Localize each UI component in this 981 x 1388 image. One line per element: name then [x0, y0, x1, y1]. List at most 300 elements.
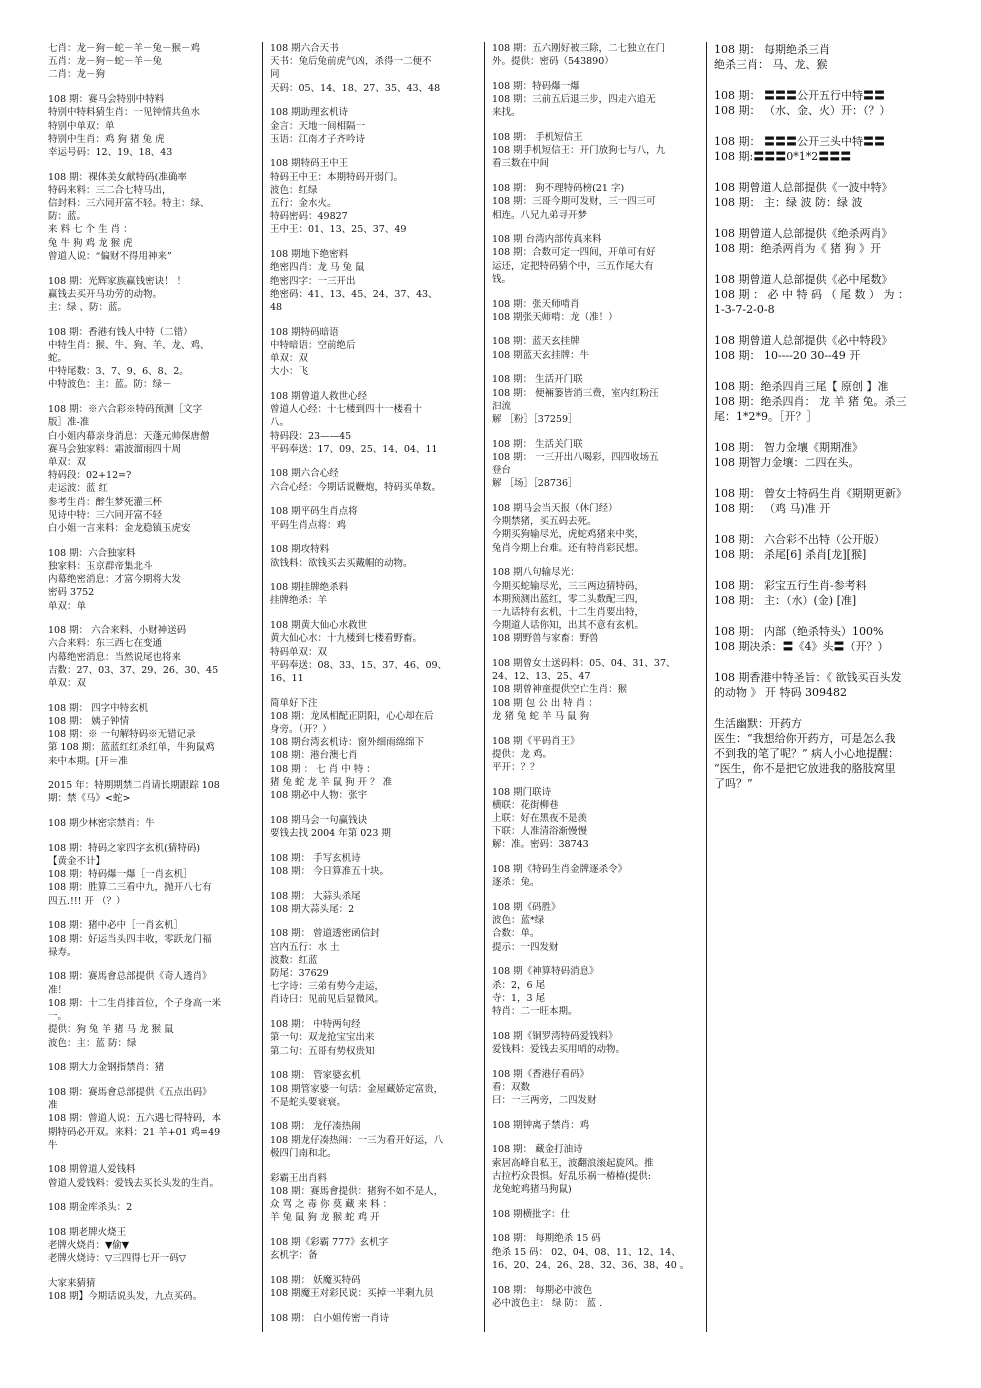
- text-block: [48, 403, 263, 535]
- text-line: 108 期： 姨子钟情: [48, 715, 130, 727]
- text-line: 运还，定把特码猜个中，三五作尾大有: [492, 260, 654, 272]
- text-line: 108 期：港台澳七肖: [270, 750, 358, 762]
- text-block: [492, 335, 707, 361]
- text-line: 吉数：27、03、37、29、26、30、45: [48, 664, 219, 676]
- text-line: 108 期： 手机短信王: [492, 132, 583, 144]
- text-line: 108 期： 大蒜头杀尾: [270, 890, 361, 902]
- text-block: [492, 1232, 707, 1272]
- text-line: 108 期：赛馬會总部提供《奇人透肖》: [48, 971, 212, 983]
- text-line: 不是蛇头要衰衰。: [270, 1096, 347, 1108]
- text-line: 108 期钟离子禁肖：鸡: [492, 1119, 590, 1131]
- text-line: 四五.!!! 开 （？）: [48, 895, 126, 907]
- text-block: [48, 779, 263, 805]
- text-block: [48, 1163, 263, 1189]
- text-line: 金言：天地一间相隔一: [270, 120, 366, 132]
- text-line: 期：禁《马》<蛇>: [48, 793, 131, 805]
- text-line: 48: [270, 301, 283, 313]
- text-block: [48, 275, 263, 315]
- text-line: 看：双数: [492, 1081, 531, 1093]
- text-line: 欲钱料：欲钱买去买戴帽的动物。: [270, 557, 413, 569]
- text-line: 特码段：23——45: [270, 430, 352, 442]
- text-block: [492, 131, 707, 171]
- text-line: 曰：一三两旁，二四发财: [492, 1095, 597, 1106]
- text-line: 期特码必开双。来料：21 羊+01 鸡=49: [48, 1126, 221, 1138]
- text-line: 挂牌绝杀：羊: [270, 595, 328, 607]
- text-line: 108 期： 主：绿 波 防：绿 波: [714, 196, 863, 209]
- text-line: 肖诗曰：见前见后显微风。: [270, 994, 385, 1006]
- text-block: [492, 233, 707, 286]
- text-line: 中特尾数：3、7、9、6、8、2。: [48, 366, 189, 378]
- text-block: [48, 1086, 263, 1152]
- text-block: [714, 716, 929, 791]
- text-line: 提供：狗 兔 羊 猪 马 龙 猴 鼠: [48, 1024, 174, 1036]
- text-line: “医生，你不是把它放进我的胳肢窝里: [714, 762, 896, 775]
- text-line: 本期预测出蓝红，零二头数配三四，: [492, 593, 645, 605]
- text-line: 108 期：香港有钱人中特（二错）: [48, 326, 193, 338]
- text-block: [714, 379, 929, 424]
- text-line: 主：绿 、防：蓝。: [48, 301, 128, 313]
- text-line: 今期道人话你知，出其不意有玄机。: [492, 620, 645, 632]
- text-line: 彩霸王出肖料: [270, 1172, 328, 1184]
- text-line: 108 期特码暗语: [270, 326, 339, 338]
- text-line: 108 期：三哥今期可发财，三一四三可: [492, 196, 656, 208]
- text-line: 相连。八兄九弟寻开梦: [492, 209, 588, 221]
- text-block: [270, 157, 485, 236]
- text-block: [270, 543, 485, 569]
- text-line: 特别中单双：单: [48, 120, 115, 132]
- text-line: 108 期：六合独家料: [48, 547, 136, 559]
- text-line: 杀：2，6 尾: [492, 979, 546, 991]
- text-line: 平码生肖点将：鸡: [270, 519, 347, 531]
- text-block: [492, 298, 707, 324]
- text-line: 登台: [492, 465, 512, 477]
- text-line: 单双：单: [48, 600, 87, 612]
- text-line: 108 期：猪中必中［一肖玄机］: [48, 920, 184, 932]
- text-line: 独家料：玉京群帝集北斗: [48, 560, 153, 572]
- text-block: [48, 702, 263, 768]
- text-line: 108 期： 杀尾[6] 杀肖[龙][猴]: [714, 548, 867, 561]
- text-line: 第二句：五哥有势权贵知: [270, 1045, 375, 1057]
- text-block: [270, 106, 485, 146]
- text-block: [714, 486, 929, 516]
- text-line: 防尾：37629: [270, 968, 329, 980]
- text-block: [492, 786, 707, 852]
- text-block: [48, 817, 263, 830]
- text-line: 提示：一四发财: [492, 941, 559, 953]
- text-line: 今期禁猪，买五码去死。: [492, 516, 597, 528]
- text-line: 108 期：赛馬會提供：猪狗不如不是人，: [270, 1185, 444, 1197]
- text-line: 108 期： 生活关门联: [492, 438, 583, 450]
- text-line: 108 期 台湾内部传真来料: [492, 234, 602, 246]
- text-line: 108 期：※六合彩※特码预测［文字: [48, 404, 203, 416]
- text-block: [714, 578, 929, 608]
- text-line: 猪 兔 蛇 龙 羊 鼠 狗 开 ？ 准: [270, 776, 393, 788]
- text-block: [270, 248, 485, 314]
- text-line: 钱。: [492, 273, 512, 285]
- text-line: 108 期挂牌绝杀料: [270, 582, 349, 594]
- text-line: 的动物 》 开 特码 309482: [714, 686, 847, 699]
- text-line: 密码 3752: [48, 587, 95, 599]
- text-line: 曾道人爱钱料：爱钱去买长头发的生肖。: [48, 1177, 220, 1189]
- text-line: 曾道人说：“偏财不得用神来”: [48, 250, 172, 262]
- text-line: 108 期 ： 必 中 特 码 （ 尾 数 ） 为 ：: [714, 288, 909, 301]
- text-block: [48, 1201, 263, 1214]
- text-block: [270, 1236, 485, 1262]
- text-line: 逐杀：兔。: [492, 877, 540, 889]
- text-line: 绝杀 15 码： 02、04、08、11、12、14、: [492, 1246, 681, 1258]
- text-line: 准！: [48, 984, 68, 996]
- text-line: 提供：龙 鸡。: [492, 748, 553, 760]
- text-line: 108 期： 今日算准五十块。: [270, 865, 390, 877]
- text-block: [270, 1069, 485, 1109]
- text-line: 108 期助理玄机诗: [270, 107, 349, 119]
- text-line: 解 ［场］［28736］: [492, 478, 578, 490]
- text-line: 108 期： 妖魔买特码: [270, 1274, 361, 1286]
- text-line: 来中本期。[开＝准: [48, 755, 128, 767]
- text-line: 108 期手机短信王：开门放狗七与八，九: [492, 145, 666, 157]
- text-line: 索居高峰自私王，波翻浪滚起旋风。推: [492, 1157, 654, 1169]
- text-line: 古拉朽众畏惧。好乱乐祸一椿椿(提供:: [492, 1170, 651, 1182]
- text-line: 天书：兔后兔前虎气凶，杀得一二便不: [270, 56, 432, 68]
- text-block: [714, 670, 929, 700]
- text-line: 108 期： 10----20 30--49 开: [714, 349, 861, 362]
- text-line: 108 期大蒜头尾：2: [270, 903, 355, 915]
- text-line: 108 期： 六合来料、小财神送码: [48, 625, 187, 637]
- text-column-2: [270, 42, 485, 1336]
- text-line: 108 期： 藏金打油诗: [492, 1144, 583, 1156]
- text-line: 波色：蓝*绿: [492, 915, 545, 927]
- text-line: 宫内五行：水 土: [270, 941, 340, 953]
- text-line: 108 期野兽与家畜：野兽: [492, 633, 599, 645]
- text-line: 中特生肖：猴、牛、狗、羊、龙、鸡、: [48, 339, 210, 351]
- text-line: 108 期曾女士送码料：05、04、31、37、: [492, 658, 676, 670]
- text-line: 16、11: [270, 672, 304, 684]
- text-line: 108 期：绝杀两肖为《 猪 狗 》开: [714, 242, 881, 255]
- text-block: [48, 171, 263, 263]
- text-line: 二肖：龙－狗: [48, 69, 106, 81]
- text-line: 了吗？”: [714, 777, 753, 790]
- text-line: 要钱去找 2004 年第 023 期: [270, 827, 391, 839]
- text-line: 24、12、13、25、47: [492, 671, 591, 683]
- text-line: 108 期《特码生肖金牌逐杀令》: [492, 864, 628, 876]
- text-column-1: [48, 42, 263, 1315]
- text-line: 特码密码：49827: [270, 211, 348, 223]
- text-line: 108 期 包 公 出 特 肖 ：: [492, 697, 598, 709]
- text-line: 108 期： 生活开门联: [492, 374, 583, 386]
- text-line: 解：准。密码：38743: [492, 839, 589, 851]
- text-line: 来 料 七 个 生 肖 ：: [48, 224, 133, 236]
- text-block: [270, 467, 485, 493]
- text-line: 八。: [270, 417, 290, 429]
- text-block: [270, 1018, 485, 1058]
- text-line: 108 期六合心经: [270, 468, 339, 480]
- text-block: [714, 88, 929, 118]
- text-line: 108 期曾神童提供空亡生肖：猴: [492, 684, 628, 696]
- text-line: 108 期： （鸡 马)准 开: [714, 502, 831, 515]
- text-line: 五肖：龙－狗－蛇－羊－兔: [48, 56, 163, 68]
- text-line: 108 期《铜罗湾特码爱钱料》: [492, 1030, 618, 1042]
- text-line: 生活幽默：开药方: [714, 717, 802, 730]
- text-line: 参考生肖：醉生梦死灌三杯: [48, 496, 163, 508]
- text-column-3: [492, 42, 707, 1321]
- text-block: [492, 566, 707, 645]
- text-block: [714, 532, 929, 562]
- text-line: 108 期决杀：〓《4》头〓（开？）: [714, 640, 889, 653]
- text-line: 108 期：十二生肖排首位，个子身高一米: [48, 997, 222, 1009]
- text-line: 108 期香港中特圣旨：《 欲钱买百头发: [714, 671, 902, 684]
- text-line: 108 期张天师啃：龙（准！）: [492, 311, 618, 323]
- text-line: 108 期：曾道人说：五六遇七得特码，本: [48, 1113, 222, 1125]
- text-block: [48, 1277, 263, 1303]
- text-block: [492, 1030, 707, 1056]
- text-line: 108 期 ： 七 肖 中 特 ：: [270, 763, 376, 775]
- text-line: 108 期曾道人总部提供《绝杀两肖》: [714, 227, 893, 240]
- text-line: 108 期：张天师啃肖: [492, 298, 580, 310]
- text-line: 单双：双: [48, 678, 87, 690]
- text-line: 108 期:〓〓〓0*1*2〓〓〓: [714, 150, 852, 163]
- text-line: 防：蓝。: [48, 211, 87, 223]
- text-block: [492, 1119, 707, 1132]
- text-line: 108 期特码王中王: [270, 158, 349, 170]
- text-line: 108 期： 主：（水）(金) [准]: [714, 594, 857, 607]
- text-line: 羊 兔 鼠 狗 龙 猴 蛇 鸡 开: [270, 1212, 380, 1224]
- text-block: [492, 373, 707, 426]
- text-line: 108 期马会当天报（休门经）: [492, 502, 618, 514]
- text-line: 108 期《平码肖王》: [492, 735, 580, 747]
- text-line: 108 期： 内部（绝杀特头）100%: [714, 625, 884, 638]
- text-line: 解 ［粉］［37259］: [492, 413, 578, 425]
- text-line: 众 骂 之 毒 你 莫 藏 来 料 ：: [270, 1198, 393, 1210]
- text-line: 108 期： 每期必中波色: [492, 1284, 593, 1296]
- text-line: 108 期《码胜》: [492, 902, 561, 914]
- text-block: [714, 134, 929, 164]
- text-block: [270, 581, 485, 607]
- text-line: 不到我的笔了呢？” 病人小心地提醒：: [714, 747, 900, 760]
- text-line: 版］准-准: [48, 417, 90, 429]
- text-line: 平开：？？: [492, 761, 540, 773]
- text-line: 身旁。（开？）: [270, 724, 332, 736]
- text-line: 中特波色：主：蓝。防：绿－: [48, 379, 172, 391]
- text-line: 108 期：赛马会特别中特料: [48, 94, 165, 106]
- text-line: 108 期：好运当头四丰收，零跃龙门福: [48, 933, 212, 945]
- text-line: 108 期：裸体美女献特码(准确率: [48, 171, 187, 183]
- text-line: 走运波：蓝 红: [48, 483, 109, 495]
- text-line: 108 期：光辉家族赢钱密诀！ ！: [48, 275, 187, 287]
- text-line: 108 期曾道人总部提供《一波中特》: [714, 181, 893, 194]
- text-line: 单双：双: [270, 353, 309, 365]
- text-line: 108 期： 四字中特玄机: [48, 702, 149, 714]
- text-line: 108 期攻特料: [270, 544, 330, 556]
- text-block: [270, 927, 485, 1006]
- text-line: 16、20、24、26、28、32、36、38、40 。: [492, 1259, 690, 1271]
- text-line: 108 期：龙凤相配正阴阳，心心却在后: [270, 710, 434, 722]
- text-line: 108 期： 中特两句经: [270, 1019, 361, 1031]
- text-line: 内幕绝密消息：才富今期将大发: [48, 574, 182, 586]
- text-line: 一九话特有玄机，十二生肖要出特，: [492, 606, 645, 618]
- text-line: 波色：红绿: [270, 184, 318, 196]
- text-line: 108 期：赛馬會总部提供《五点出码》: [48, 1086, 212, 1098]
- text-line: 第 108 期：蓝蓝红红杀红单，牛狗鼠鸡: [48, 742, 215, 754]
- text-line: 今期买蛇输尽光，三三两边猜特码，: [492, 580, 645, 592]
- text-line: 108 期管家婆一句话：金屋藏娇定富贵，: [270, 1083, 444, 1095]
- text-line: 【黄金不计】: [48, 856, 106, 868]
- text-line: 108 期龙仔凑热闹：一三为看开好运，八: [270, 1134, 444, 1146]
- text-line: 五行：金水火。: [270, 198, 337, 210]
- text-line: 特码来料：三二合七特马出，: [48, 184, 172, 196]
- text-block: [270, 852, 485, 878]
- text-block: [270, 505, 485, 531]
- text-line: 尾：1*2*9。［开？］: [714, 410, 818, 423]
- text-line: 108 期：五六刚好被三除，二七独立在门: [492, 43, 666, 54]
- text-line: 108 期： 曾道透密函信封: [270, 928, 380, 940]
- text-line: 一。: [48, 1011, 68, 1023]
- text-line: 单双：双: [48, 456, 87, 468]
- text-block: [270, 42, 485, 95]
- text-line: 特肖：二一旺本期。: [492, 1005, 578, 1017]
- newspaper-page: [40, 42, 960, 1362]
- text-line: 天码：05、14、18、27、35、43、48: [270, 82, 441, 94]
- text-line: 108 期：绝杀四肖： 龙 羊 猪 兔。杀三: [714, 395, 907, 408]
- text-line: 老牌火烧肖：▼偷▼: [48, 1240, 130, 1252]
- text-block: [714, 180, 929, 210]
- text-line: 108 期】今期话说头发，九点买码。: [48, 1291, 203, 1303]
- text-line: 波色：主：蓝 防：绿: [48, 1037, 137, 1049]
- text-block: [48, 1226, 263, 1266]
- text-line: 准: [48, 1100, 58, 1112]
- text-line: 108 期必中人物：张宇: [270, 790, 368, 802]
- text-block: [492, 965, 707, 1018]
- text-block: [48, 970, 263, 1049]
- text-line: 108 期：三前五后退三步，四走六追无: [492, 94, 656, 106]
- text-line: 必中波色主： 绿 防： 蓝 .: [492, 1297, 603, 1309]
- text-line: 绝密四肖：龙 马 兔 鼠: [270, 262, 365, 274]
- text-block: [48, 919, 263, 959]
- text-line: 特码单双：双: [270, 646, 328, 658]
- text-block: [714, 272, 929, 317]
- text-block: [714, 624, 929, 654]
- text-line: 特别中特料猜生肖：一见钟情共鱼水: [48, 107, 201, 119]
- text-line: 白小姐内幕亲身消息：天蓬元帅保唐僧: [48, 430, 210, 442]
- text-line: 108 期：胜算二三看中九，抛开八七有: [48, 882, 212, 894]
- text-line: 上联：好在黑夜不是羡: [492, 813, 588, 825]
- text-line: 108 期： 六合彩不出特（公开版）: [714, 533, 885, 546]
- text-line: 黄大仙心水：十九楼到七楼看野畜。: [270, 633, 423, 645]
- text-line: 极四门南和北。: [270, 1147, 337, 1159]
- text-block: [270, 1274, 485, 1300]
- text-line: 波数：红蓝: [270, 954, 318, 966]
- text-line: 特码段：02+12=?: [48, 470, 132, 482]
- text-block: [48, 42, 263, 82]
- text-line: 108 期马会一句赢钱诀: [270, 814, 368, 826]
- text-line: 108 期： 龙仔凑热闹: [270, 1121, 361, 1133]
- text-line: 108 期台湾玄机诗：窗外细雨绵绵下: [270, 737, 425, 749]
- text-line: 108 期金库杀头：2: [48, 1202, 133, 1214]
- text-line: 108 期：※ 一句解特码※无错记录: [48, 729, 196, 741]
- text-block: [270, 326, 485, 379]
- text-line: 龙 猪 兔 蛇 羊 马 鼠 狗: [492, 710, 590, 722]
- text-line: 108 期： 每期绝杀三肖: [714, 43, 830, 56]
- text-line: 108 期： 智力金壤《期期准》: [714, 441, 863, 454]
- text-line: 108 期门联诗: [492, 786, 552, 798]
- text-line: 108 期横批字：仕: [492, 1208, 571, 1220]
- text-line: 108 期智力金壤：二四在头。: [714, 456, 860, 469]
- text-line: 108 期： 一三开出八喝彩，四四收场五: [492, 451, 659, 463]
- text-line: 下联：人准清浴渐慢慢: [492, 826, 588, 838]
- text-block: [492, 1284, 707, 1310]
- text-line: 108 期曾道人总部提供《必中特段》: [714, 334, 893, 347]
- text-line: 108 期八句输尽光：: [492, 567, 580, 579]
- text-line: 108 期《香港仔看码》: [492, 1068, 590, 1080]
- text-line: 大小：飞: [270, 366, 309, 378]
- text-line: 汩流: [492, 400, 512, 412]
- text-block: [492, 657, 707, 723]
- text-line: 今期买狗输尽光，虎蛇鸡猪来中奖，: [492, 529, 645, 541]
- text-line: 特码王中王：本期特码开弱门。: [270, 171, 404, 183]
- text-block: [270, 390, 485, 456]
- text-line: 白小姐一言来料：金龙稳镇玉虎安: [48, 523, 191, 534]
- text-line: 看三数在中间: [492, 158, 550, 170]
- text-block: [270, 619, 485, 685]
- text-line: 禄寿。: [48, 946, 77, 958]
- text-line: 108 期六合天书: [270, 43, 339, 54]
- text-line: 大家来猜猜: [48, 1278, 96, 1290]
- text-block: [492, 1068, 707, 1108]
- text-block: [492, 182, 707, 222]
- text-line: 七肖：龙－狗－蛇－羊－兔－猴－鸡: [48, 43, 201, 54]
- text-line: 108 期：特码之家四字玄机(猜特码): [48, 842, 201, 854]
- text-line: 特别中生肖：鸡 狗 猪 兔 虎: [48, 133, 165, 145]
- text-block: [714, 440, 929, 470]
- text-line: 108 期魔王对彩民说：买掉一半剩九员: [270, 1287, 434, 1299]
- text-line: 六合来料：东三西七在变通: [48, 638, 163, 650]
- text-line: 蛇。: [48, 353, 68, 365]
- text-block: [270, 1172, 485, 1225]
- text-line: 来找。: [492, 107, 521, 119]
- text-line: 爱钱料：爱钱去买用哨的动物。: [492, 1043, 626, 1055]
- text-line: 108 期《神算特码消息》: [492, 966, 599, 978]
- text-line: 牛: [48, 1139, 58, 1151]
- text-block: [714, 226, 929, 256]
- text-line: 108 期： 〓〓〓公开五行中特〓〓: [714, 89, 885, 102]
- text-block: [714, 42, 929, 72]
- text-line: 108 期大力金钢指禁肖：猪: [48, 1062, 165, 1074]
- text-block: [492, 1143, 707, 1196]
- text-line: 赢钱去买开马功劳的动物。: [48, 288, 163, 300]
- text-line: 108 期蓝天玄挂牌：牛: [492, 349, 590, 361]
- text-line: 108 期： 手写玄机诗: [270, 852, 361, 864]
- text-line: 绝杀三肖： 马、龙、猴: [714, 58, 828, 71]
- text-column-4: [714, 42, 929, 807]
- text-block: [492, 863, 707, 889]
- text-line: 玄机字：备: [270, 1250, 318, 1262]
- text-line: 绝密码：41、13、45、24、37、43、: [270, 288, 438, 300]
- text-line: 老牌火烧诗：▽三四得七开一码▽: [48, 1253, 187, 1265]
- text-line: 简单好下注: [270, 697, 318, 709]
- text-block: [714, 333, 929, 363]
- text-line: 曾道人心经：十七楼到四十一楼看十: [270, 404, 423, 416]
- text-line: 龙兔蛇鸡猪马狗鼠): [492, 1184, 572, 1196]
- text-line: 王中王：01、13、25、37、49: [270, 224, 407, 236]
- text-line: 2015 年：特期期禁二肖请长期跟踪 108: [48, 780, 220, 792]
- text-line: 108 期： 〓〓〓公开三头中特〓〓: [714, 135, 885, 148]
- text-block: [270, 814, 485, 840]
- text-block: [492, 42, 707, 68]
- text-line: 108 期老牌火烧王: [48, 1227, 127, 1239]
- text-line: 玉语：江南才子齐吟诗: [270, 133, 366, 145]
- text-line: 108 期：绝杀四肖三尾【 原创 】准: [714, 380, 889, 393]
- text-line: 108 期平码生肖点将: [270, 506, 358, 518]
- text-line: 中特暗语：空前绝后: [270, 339, 356, 351]
